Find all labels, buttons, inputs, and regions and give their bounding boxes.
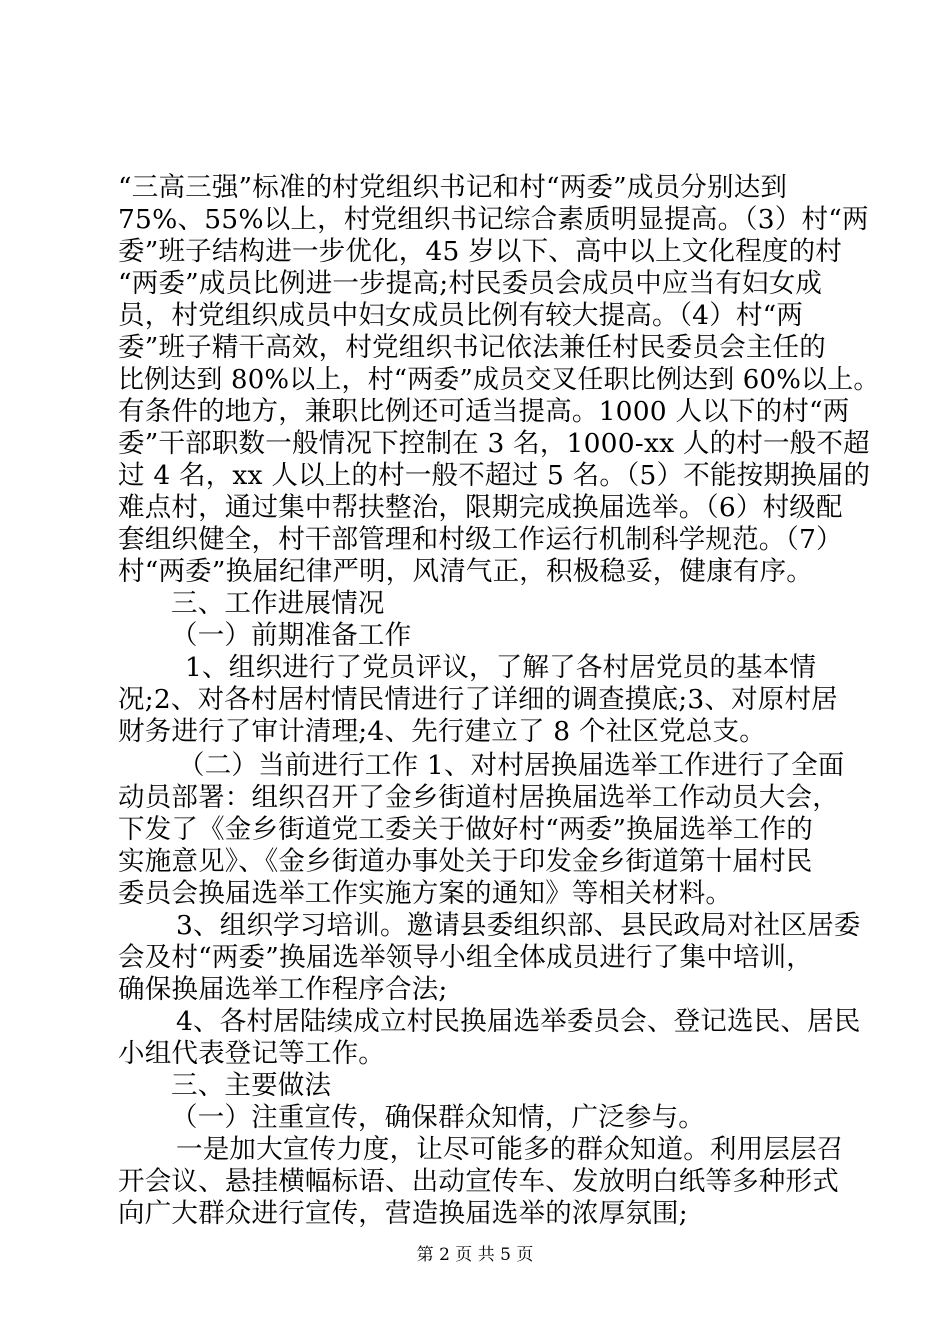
- text-line: 4、各村居陆续成立村民换届选举委员会、登记选民、居民: [176, 1006, 861, 1037]
- text-line: 委”班子精干高效，村党组织书记依法兼任村民委员会主任的: [118, 332, 826, 363]
- text-line: 3、组织学习培训。邀请县委组织部、县民政局对社区居委: [176, 910, 861, 941]
- text-line: 实施意见》、《金乡街道办事处关于印发金乡街道第十届村民: [118, 846, 813, 877]
- text-line: 难点村，通过集中帮扶整治，限期完成换届选举。（6）村级配: [118, 492, 843, 523]
- text-line: 员，村党组织成员中妇女成员比例有较大提高。（4）村“两: [118, 300, 804, 331]
- section-heading: 三、工作进展情况: [171, 588, 385, 619]
- text-line: 委员会换届选举工作实施方案的通知》等相关材料。: [118, 878, 733, 909]
- section-heading: 三、主要做法: [171, 1070, 332, 1101]
- text-line: 确保换届选举工作程序合法;: [118, 974, 448, 1005]
- page-number-footer: 第 2 页 共 5 页: [416, 1245, 534, 1265]
- text-line: 向广大群众进行宣传，营造换届选举的浓厚氛围;: [118, 1198, 688, 1229]
- text-line: 况;2、对各村居村情民情进行了详细的调查摸底;3、对原村居: [118, 684, 838, 715]
- text-line: （二）当前进行工作 1、对村居换届选举工作进行了全面: [178, 750, 845, 781]
- text-line: “三高三强”标准的村党组织书记和村“两委”成员分别达到: [118, 172, 788, 203]
- text-line: 村“两委”换届纪律严明，风清气正，积极稳妥，健康有序。: [118, 556, 813, 587]
- subsection-heading: （一）注重宣传，确保群众知情，广泛参与。: [171, 1102, 705, 1133]
- text-line: 会及村“两委”换届选举领导小组全体成员进行了集中培训，: [118, 942, 813, 973]
- subsection-heading: （一）前期准备工作: [171, 620, 412, 651]
- text-line: 委”干部职数一般情况下控制在 3 名，1000-xx 人的村一般不超: [118, 428, 870, 459]
- text-line: 动员部署：组织召开了金乡街道村居换届选举工作动员大会，: [118, 782, 839, 813]
- text-line: 小组代表登记等工作。: [118, 1038, 385, 1069]
- text-line: 过 4 名，xx 人以上的村一般不超过 5 名。（5）不能按期换届的: [118, 460, 871, 491]
- text-line: 75%、55%以上，村党组织书记综合素质明显提高。（3）村“两: [118, 204, 869, 235]
- text-line: 1、组织进行了党员评议，了解了各村居党员的基本情: [185, 652, 817, 683]
- text-line: 开会议、悬挂横幅标语、出动宣传车、发放明白纸等多种形式: [118, 1166, 839, 1197]
- text-line: 委”班子结构进一步优化，45 岁以下、高中以上文化程度的村: [118, 236, 842, 267]
- text-line: 财务进行了审计清理;4、先行建立了 8 个社区党总支。: [118, 716, 766, 747]
- text-line: 一是加大宣传力度，让尽可能多的群众知道。利用层层召: [176, 1134, 844, 1165]
- text-line: 比例达到 80%以上，村“两委”成员交叉任职比例达到 60%以上。: [118, 365, 880, 395]
- text-line: 套组织健全，村干部管理和村级工作运行机制科学规范。（7）: [118, 524, 843, 555]
- text-line: 有条件的地方，兼职比例还可适当提高。1000 人以下的村“两: [118, 396, 850, 427]
- text-line: “两委”成员比例进一步提高;村民委员会成员中应当有妇女成: [118, 268, 823, 299]
- text-line: 下发了《金乡街道党工委关于做好村“两委”换届选举工作的: [118, 814, 813, 845]
